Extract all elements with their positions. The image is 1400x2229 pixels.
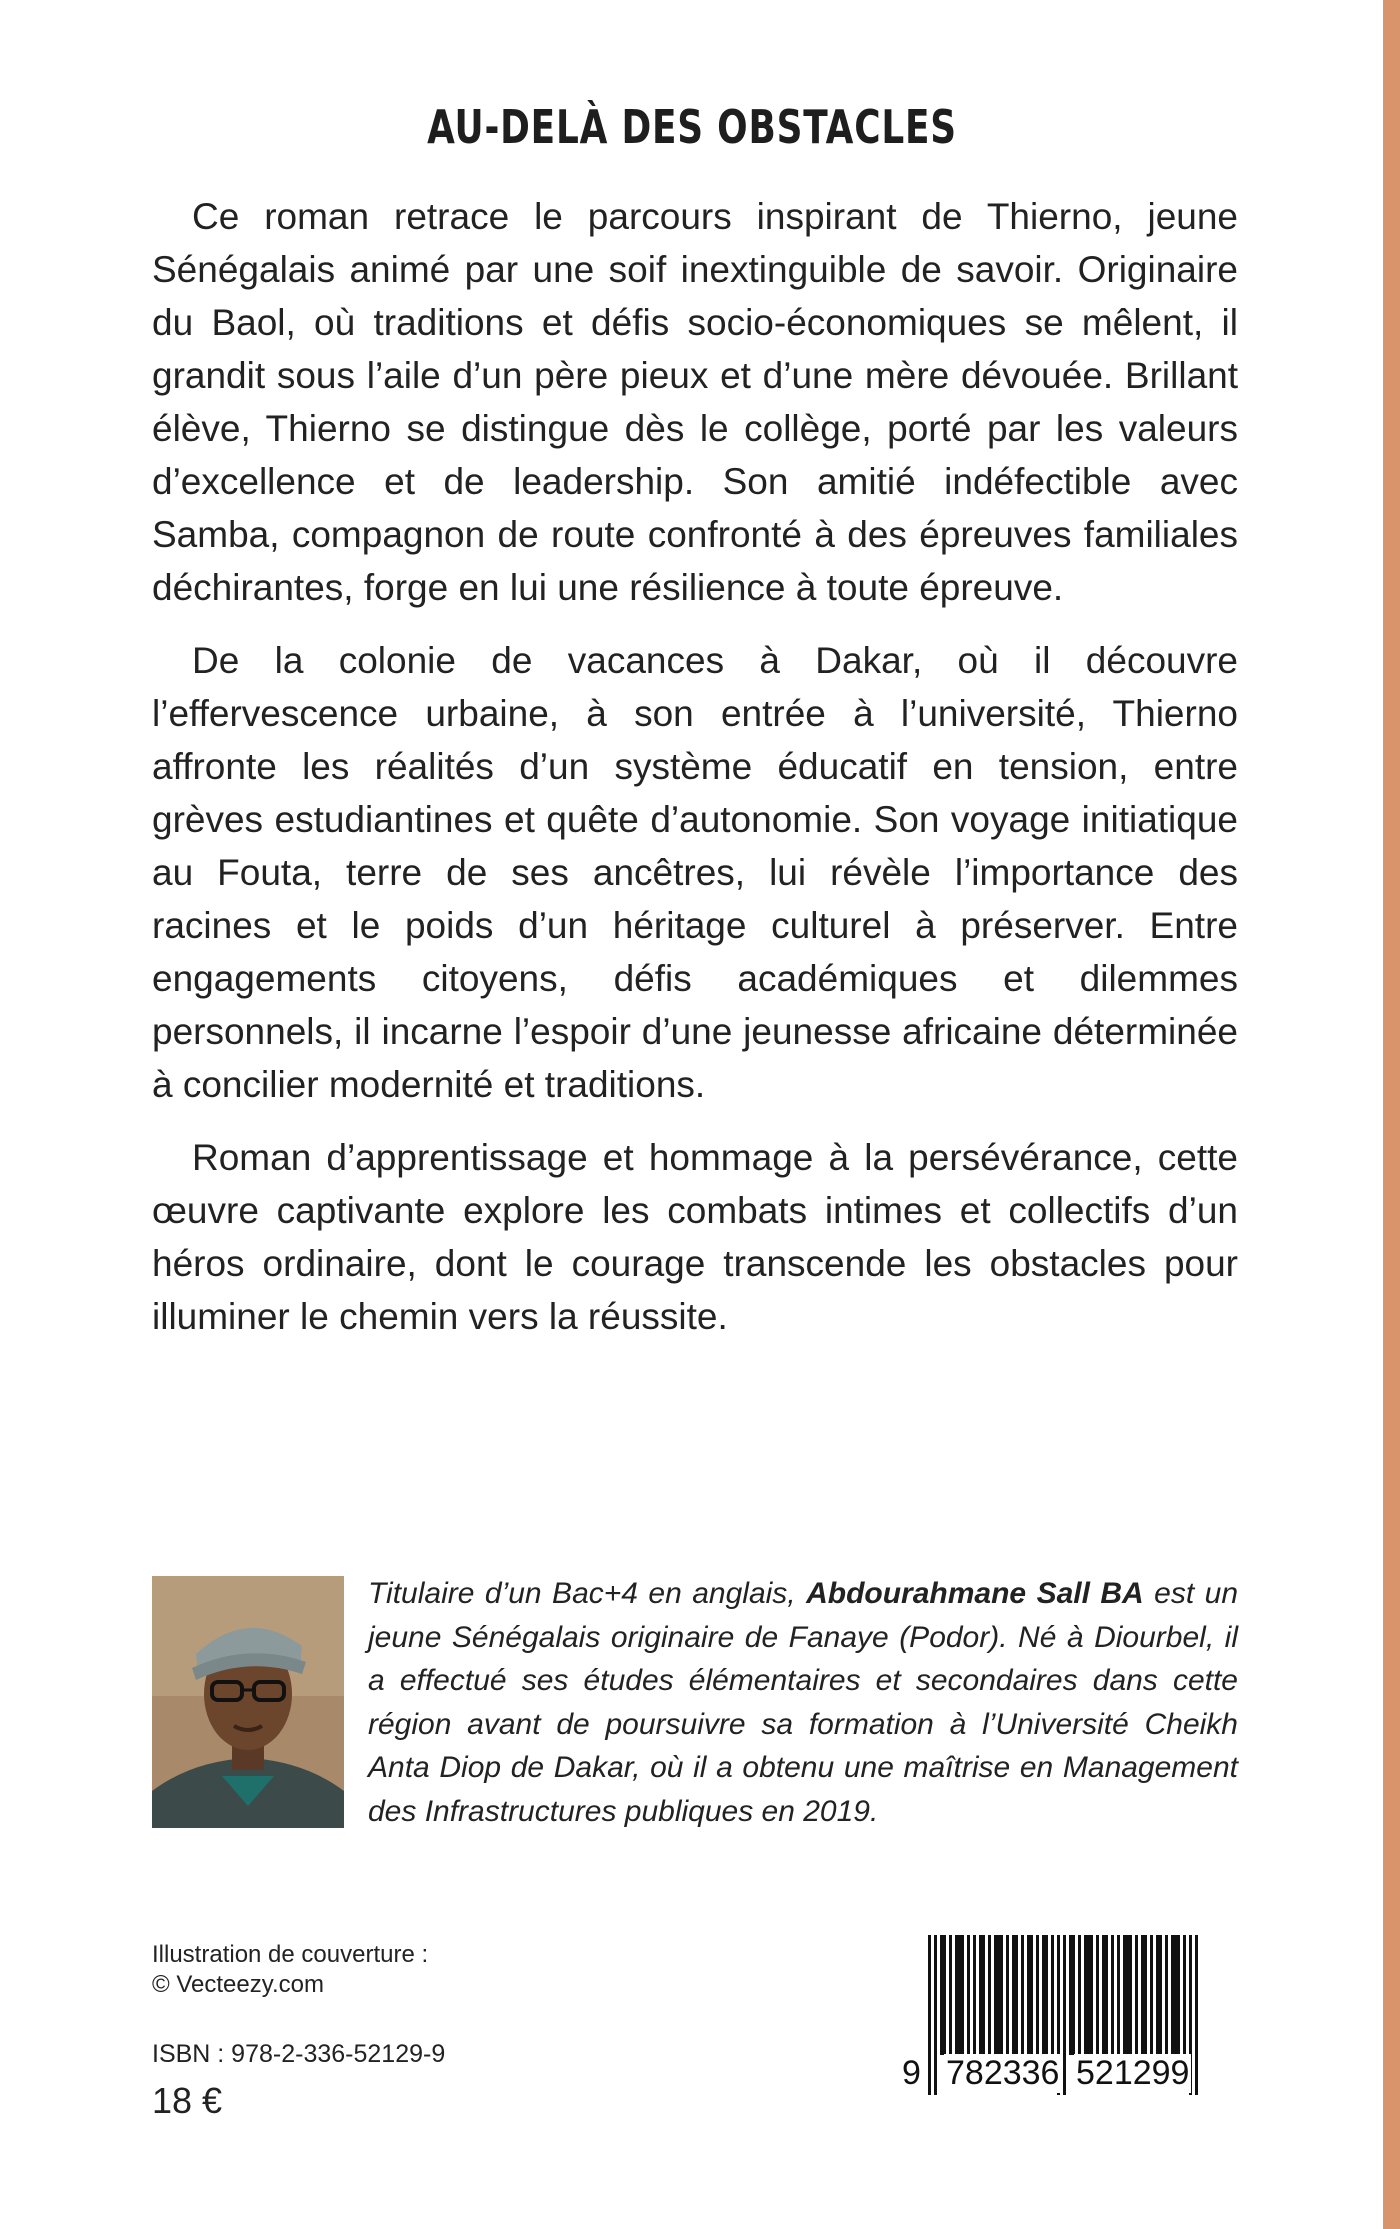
isbn: ISBN : 978-2-336-52129-9 xyxy=(152,2040,446,2068)
barcode-digits xyxy=(898,2054,1242,2098)
spine-edge xyxy=(1383,0,1400,2229)
author-bio xyxy=(368,1572,1238,1833)
illustration-label: Illustration de couverture : xyxy=(152,1941,429,1968)
cover-credits xyxy=(152,1940,552,2000)
barcode-digit-lead: 9 xyxy=(902,2054,921,2092)
bio-text-end: est un jeune Sénégalais originaire de Fanaye (Podor). Né à Diourbel, il a effectué ses études élémentaires et secondaires dans cette région avant de poursuivre sa formation à l’Université Cheikh Anta Diop de Dakar, où il a obtenu une maîtrise en Management des Infrastructures publiques en 2019. xyxy=(368,1577,1239,1828)
author-name: Abdourahmane Sall BA xyxy=(806,1577,1144,1610)
synopsis-paragraph: Roman d’apprentissage et hommage à la persévérance, cette œuvre captivante explore les combats intimes et collectifs d’un héros ordinaire, dont le courage transcende les obstacles pour illuminer le chemin vers la réussite. xyxy=(152,1137,1238,1337)
book-title: AU-DELÀ DES OBSTACLES xyxy=(427,100,957,154)
author-photo xyxy=(152,1576,344,1828)
synopsis-paragraph: Ce roman retrace le parcours inspirant de Thierno, jeune Sénégalais animé par une soif inextinguible de savoir. Originaire du Baol, où traditions et défis socio-économiques se mêlent, il grandit sous l’aile d’un père pieux et d’une mère dévouée. Brillant élève, Thierno se distingue dès le collège, porté par les valeurs d’excellence et de leadership. Son amitié indéfectible avec Samba, compagnon de route confronté à des épreuves familiales déchirantes, forge en lui une résilience à toute épreuve. xyxy=(152,196,1238,608)
barcode-digit-group-1: 782336 xyxy=(946,2054,1060,2092)
author-portrait-illustration xyxy=(152,1576,344,1828)
barcode-digit-group-2: 521299 xyxy=(1076,2054,1190,2092)
synopsis-paragraph: De la colonie de vacances à Dakar, où il découvre l’effervescence urbaine, à son entrée à l’université, Thierno affronte les réalités d’un système éducatif en tension, entre grèves estudiantines et quête d’autonomie. Son voyage initiatique au Fouta, terre de ses ancêtres, lui révèle l’importance des racines et le poids d’un héritage culturel à préserver. Entre engagements citoyens, défis académiques et dilemmes personnels, il incarne l’espoir d’une jeunesse africaine déterminée à concilier modernité et traditions. xyxy=(152,640,1238,1105)
bio-text-start: Titulaire d’un Bac+4 en anglais, xyxy=(368,1577,807,1610)
synopsis xyxy=(152,190,1238,1363)
price: 18 € xyxy=(152,2080,223,2121)
illustration-source: © Vecteezy.com xyxy=(152,1971,324,1998)
